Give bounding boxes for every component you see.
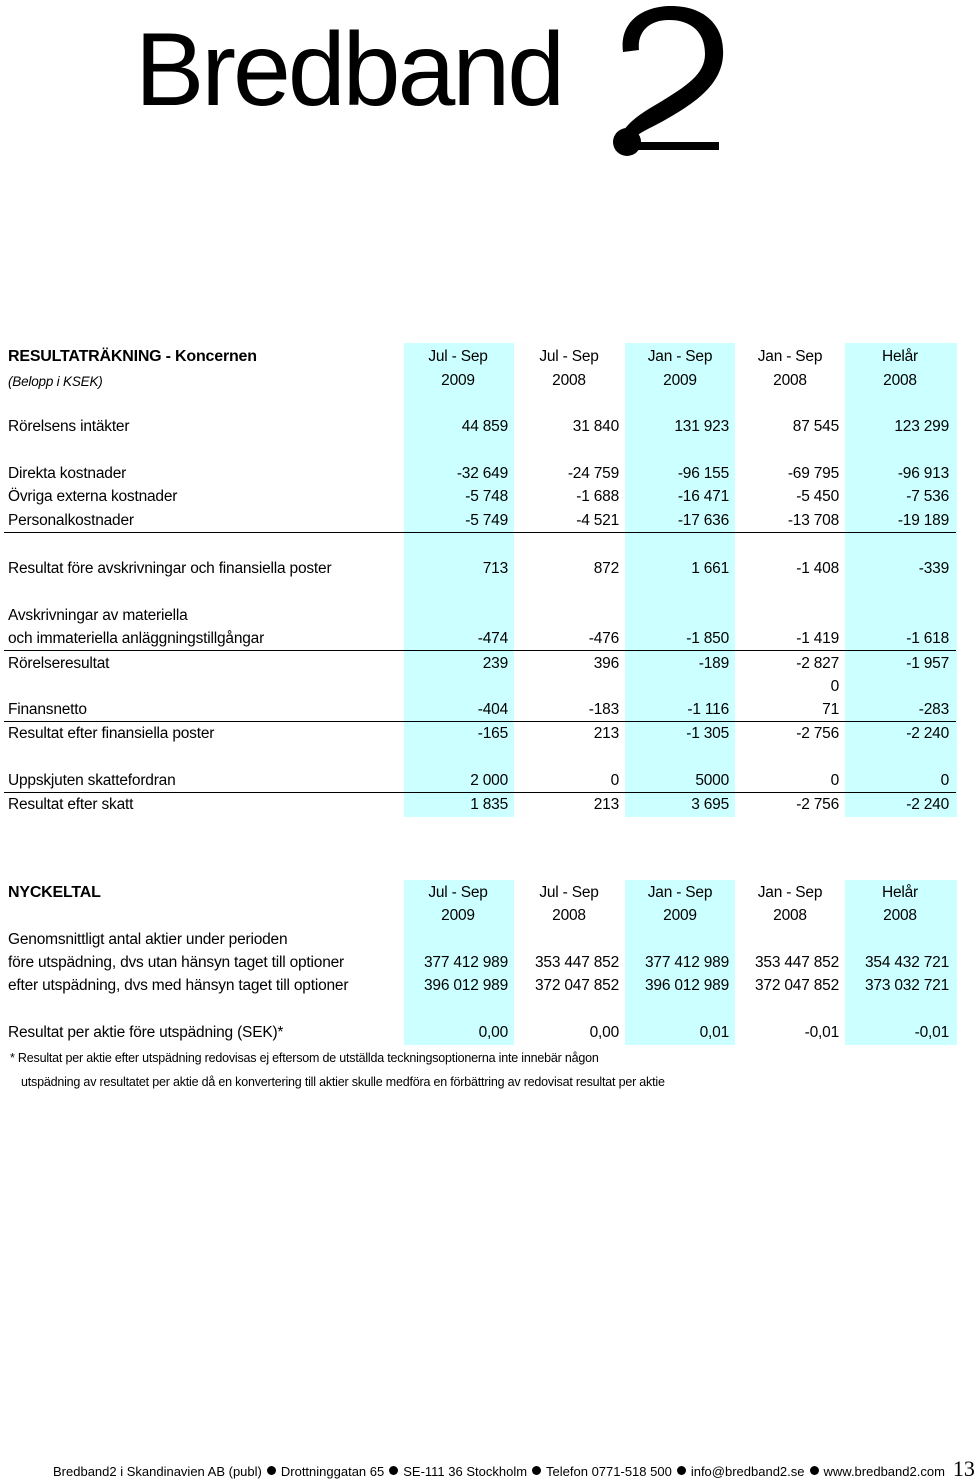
footer-postal: SE-111 36 Stockholm xyxy=(403,1464,528,1479)
kpi-title: NYCKELTAL xyxy=(8,884,101,901)
cell: -283 xyxy=(918,701,949,718)
cell: -13 708 xyxy=(787,512,839,529)
cell: -19 189 xyxy=(897,512,949,529)
header-period: Helår xyxy=(881,884,919,901)
cell: -404 xyxy=(477,701,508,718)
table-row xyxy=(0,676,960,698)
cell: -1 957 xyxy=(906,655,949,672)
row-label: Resultat efter skatt xyxy=(8,796,134,813)
header-period: Jul - Sep xyxy=(428,884,488,901)
table-row xyxy=(0,486,960,508)
row-divider xyxy=(4,792,956,793)
company-logo xyxy=(135,0,735,160)
table-row xyxy=(0,1022,960,1044)
header-period: Jan - Sep xyxy=(757,348,823,365)
cell: -1 419 xyxy=(796,630,839,647)
header-period: Jan - Sep xyxy=(647,884,713,901)
cell: -165 xyxy=(477,725,508,742)
row-divider xyxy=(4,532,956,533)
cell: 0 xyxy=(940,772,949,789)
table-row xyxy=(0,416,960,438)
table-row xyxy=(0,653,960,675)
header-year: 2008 xyxy=(552,372,586,389)
table-row xyxy=(0,558,960,580)
row-label: före utspädning, dvs utan hänsyn taget till optioner xyxy=(8,954,344,971)
row-label: Avskrivningar av materiella xyxy=(8,607,188,624)
row-label: Rörelsens intäkter xyxy=(8,418,130,435)
kpi-year-row xyxy=(0,905,960,927)
cell: -2 756 xyxy=(796,796,839,813)
cell: 44 859 xyxy=(461,418,508,435)
cell: 0,00 xyxy=(589,1024,619,1041)
row-label: Uppskjuten skattefordran xyxy=(8,772,176,789)
footer-phone: Telefon 0771-518 500 xyxy=(546,1464,672,1479)
row-label: Personalkostnader xyxy=(8,512,134,529)
cell: -1 116 xyxy=(687,701,729,718)
row-label: Övriga externa kostnader xyxy=(8,488,178,505)
cell: 0 xyxy=(830,678,839,695)
cell: -24 759 xyxy=(567,465,619,482)
page-number: 13 xyxy=(952,1456,975,1481)
header-year: 2008 xyxy=(773,372,807,389)
cell: -5 748 xyxy=(465,488,508,505)
cell: 372 047 852 xyxy=(535,977,619,994)
cell: -2 827 xyxy=(796,655,839,672)
shade-col-1 xyxy=(404,343,514,817)
header-year: 2009 xyxy=(663,907,697,924)
footnote-continued: utspädning av resultatet per aktie då en konvertering till aktier skulle medföra en förbättring av redovisat resultat per aktie xyxy=(21,1075,665,1089)
header-year: 2009 xyxy=(663,372,697,389)
shade-col-5 xyxy=(845,343,957,817)
cell: 131 923 xyxy=(674,418,729,435)
cell: 2 000 xyxy=(470,772,508,789)
cell: 0 xyxy=(830,772,839,789)
cell: 396 012 989 xyxy=(645,977,729,994)
cell: 396 012 989 xyxy=(424,977,508,994)
table-row xyxy=(0,463,960,485)
cell: 396 xyxy=(593,655,619,672)
cell: 373 032 721 xyxy=(865,977,949,994)
cell: 872 xyxy=(593,560,619,577)
footer-address: Drottninggatan 65 xyxy=(280,1464,385,1479)
cell: 0 xyxy=(610,772,619,789)
cell: 213 xyxy=(593,796,619,813)
cell: -476 xyxy=(588,630,619,647)
cell: 1 661 xyxy=(691,560,729,577)
cell: 1 835 xyxy=(470,796,508,813)
table-row xyxy=(0,975,960,997)
row-label: Resultat före avskrivningar och finansiella poster xyxy=(8,560,332,577)
bullet-icon xyxy=(532,1466,541,1475)
cell: -69 795 xyxy=(787,465,839,482)
cell: 5000 xyxy=(695,772,729,789)
header-year: 2008 xyxy=(552,907,586,924)
cell: -16 471 xyxy=(677,488,729,505)
cell: -2 756 xyxy=(796,725,839,742)
header-period: Jul - Sep xyxy=(539,884,599,901)
cell: -339 xyxy=(918,560,949,577)
header-period: Jul - Sep xyxy=(539,348,599,365)
kpi-header-row xyxy=(0,882,960,904)
income-header-row xyxy=(0,346,960,368)
cell: -1 850 xyxy=(686,630,729,647)
cell: 377 412 989 xyxy=(424,954,508,971)
cell: -96 155 xyxy=(677,465,729,482)
logo-wordmark: Bredband xyxy=(135,12,563,128)
table-row xyxy=(0,510,960,532)
cell: -1 618 xyxy=(906,630,949,647)
cell: 372 047 852 xyxy=(755,977,839,994)
cell: -1 408 xyxy=(796,560,839,577)
row-label: Resultat efter finansiella poster xyxy=(8,725,215,742)
cell: -2 240 xyxy=(906,725,949,742)
row-divider xyxy=(4,721,956,722)
cell: 377 412 989 xyxy=(645,954,729,971)
header-period: Jan - Sep xyxy=(757,884,823,901)
cell: 87 545 xyxy=(792,418,839,435)
cell: 123 299 xyxy=(894,418,949,435)
bullet-icon xyxy=(677,1466,686,1475)
row-label: Finansnetto xyxy=(8,701,87,718)
logo-two-icon xyxy=(605,0,735,155)
footnote: * Resultat per aktie efter utspädning redovisas ej eftersom de utställda teckningsoptionerna inte innebär någon xyxy=(10,1051,599,1065)
header-period: Helår xyxy=(881,348,919,365)
bullet-icon xyxy=(267,1466,276,1475)
header-year: 2008 xyxy=(883,907,917,924)
income-subtitle: (Belopp i KSEK) xyxy=(8,374,103,389)
row-label-continued: och immateriella anläggningstillgångar xyxy=(8,630,265,647)
cell: -0,01 xyxy=(914,1024,949,1041)
row-divider xyxy=(4,650,956,651)
table-row xyxy=(0,723,960,745)
cell: 353 447 852 xyxy=(755,954,839,971)
cell: -1 305 xyxy=(686,725,729,742)
row-label: efter utspädning, dvs med hänsyn taget till optioner xyxy=(8,977,349,994)
cell: 0,00 xyxy=(478,1024,508,1041)
cell: 31 840 xyxy=(572,418,619,435)
cell: -183 xyxy=(588,701,619,718)
table-row xyxy=(0,929,960,951)
bullet-icon xyxy=(389,1466,398,1475)
page-footer xyxy=(53,1456,975,1482)
cell: -0,01 xyxy=(804,1024,839,1041)
row-label: Resultat per aktie före utspädning (SEK)* xyxy=(8,1024,284,1041)
header-period: Jul - Sep xyxy=(428,348,488,365)
cell: 713 xyxy=(482,560,508,577)
cell: -1 688 xyxy=(576,488,619,505)
cell: -4 521 xyxy=(576,512,619,529)
cell: 213 xyxy=(593,725,619,742)
cell: -189 xyxy=(698,655,729,672)
shade-col-3 xyxy=(625,343,735,817)
cell: -96 913 xyxy=(897,465,949,482)
shares-heading: Genomsnittligt antal aktier under perioden xyxy=(8,931,288,948)
table-row xyxy=(0,699,960,721)
cell: -32 649 xyxy=(456,465,508,482)
bullet-icon xyxy=(810,1466,819,1475)
cell: 353 447 852 xyxy=(535,954,619,971)
table-row xyxy=(0,628,960,650)
cell: -7 536 xyxy=(906,488,949,505)
table-row xyxy=(0,794,960,816)
income-title: RESULTATRÄKNING - Koncernen xyxy=(8,348,257,365)
header-period: Jan - Sep xyxy=(647,348,713,365)
cell: -5 749 xyxy=(465,512,508,529)
table-row xyxy=(0,952,960,974)
cell: 71 xyxy=(822,701,839,718)
footer-email[interactable]: info@bredband2.se xyxy=(690,1464,805,1479)
cell: 239 xyxy=(482,655,508,672)
header-year: 2008 xyxy=(773,907,807,924)
table-row xyxy=(0,770,960,792)
footer-company: Bredband2 i Skandinavien AB (publ) xyxy=(53,1464,262,1479)
header-year: 2009 xyxy=(441,907,475,924)
header-year: 2008 xyxy=(883,372,917,389)
cell: -474 xyxy=(477,630,508,647)
cell: -5 450 xyxy=(796,488,839,505)
cell: 354 432 721 xyxy=(865,954,949,971)
income-year-row xyxy=(0,370,960,392)
table-row xyxy=(0,605,960,627)
row-label: Direkta kostnader xyxy=(8,465,127,482)
footer-website[interactable]: www.bredband2.com xyxy=(823,1464,945,1479)
cell: 0,01 xyxy=(699,1024,729,1041)
cell: -17 636 xyxy=(677,512,729,529)
cell: -2 240 xyxy=(906,796,949,813)
row-label: Rörelseresultat xyxy=(8,655,110,672)
header-year: 2009 xyxy=(441,372,475,389)
cell: 3 695 xyxy=(691,796,729,813)
